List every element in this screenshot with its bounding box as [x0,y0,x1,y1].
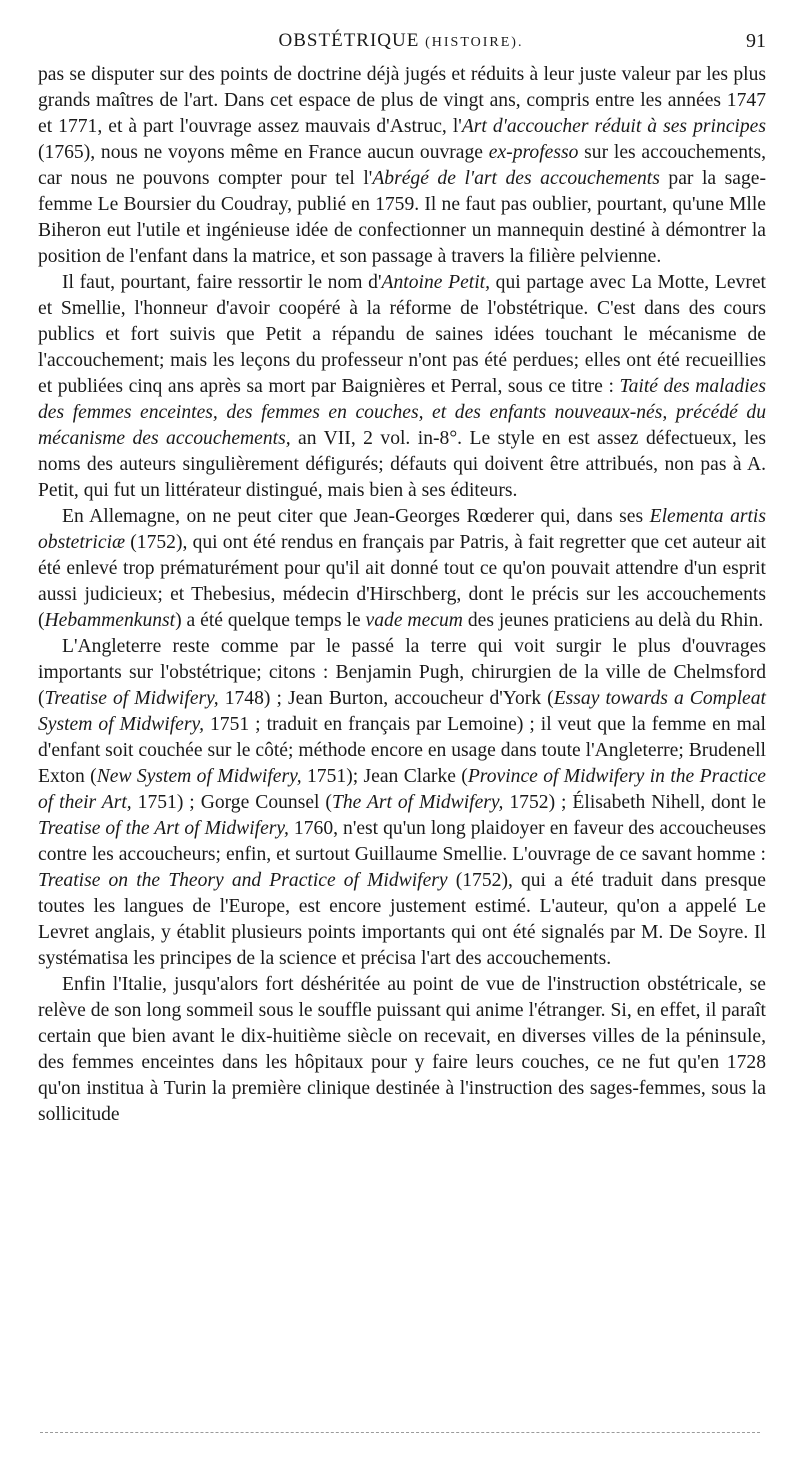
text-run: (1752), qui a été traduit dans presque toutes les langues de l'Europe, est encore justement estimé. L'auteur, qu'on a appelé Le Levret anglais, y établit plusieurs points importants qui ont été signalés par M. De Soyre. Il systématisa les principes de la science et précisa l'art des accouchements. [38,870,766,969]
body-text [38,62,766,1128]
text-run: qui partage avec La Motte, Levret et Smellie, l'honneur d'avoir coopéré à la réforme de l'obstétrique. C'est dans des cours publics et fort suivis que Petit a répandu de saines idées touchant le mécanisme de l'accouchement; mais les leçons du professeur n'ont pas été perdues; elles ont été recueillies et publiées cinq ans après sa mort par Baignières et Perral, sous ce titre : [38,272,766,397]
text-run: ) a été quelque temps le [175,610,366,631]
text-run: 1760, n'est qu'un long plaidoyer en faveur des accoucheuses contre les accoucheurs; enfin, et surtout Guillaume Smellie. L'ouvrage de ce savant homme : [38,818,766,865]
text-run: Il faut, pourtant, faire ressortir le nom d' [62,272,382,293]
italic-text: Art d'accoucher réduit à ses principes [461,116,766,137]
text-run: En Allemagne, on ne peut citer que Jean-Georges Rœderer qui, dans ses [62,506,650,527]
text-run: 1748) ; Jean Burton, accoucheur d'York ( [218,688,554,709]
italic-text: Treatise of the Art of Midwifery, [38,818,289,839]
paragraph-p5 [38,972,766,1128]
running-title-main: OBSTÉTRIQUE [278,30,420,51]
italic-text: Hebammenkunst [44,610,176,631]
italic-text: Elementa artis obstetriciæ [38,506,767,553]
text-run: par la sage-femme Le Boursier du Coudray, publié en 1759. Il ne faut pas oublier, pourtant, qu'une Mlle Biheron eut l'utile et ingénieuse idée de confectionner un mannequin destiné à démontrer la position de l'enfant dans la matrice, et son passage à travers la filière pelvienne. [38,168,767,267]
italic-text: Antoine Petit, [381,272,490,293]
italic-text: Essay towards a Compleat System of Midwifery, [38,688,766,735]
paragraph-p1 [38,62,766,270]
text-run: 1751); Jean Clarke ( [301,766,468,787]
text-run: des jeunes praticiens au delà du Rhin. [462,610,764,631]
paragraph-p4 [38,634,766,972]
page-number: 91 [746,30,766,52]
text-run: (1752), qui ont été rendus en français par Patris, à fait regretter que cet auteur ait été enlevé trop prématurément pour qu'il ait donné tout ce qu'on pouvait attendre d'un esprit aussi judicieux; et Thebesius, médecin d'Hirschberg, dont le précis sur les accouchements ( [38,532,766,631]
italic-text: Abrégé de l'art des accouchements [372,168,660,189]
italic-text: Province of Midwifery in the Practice of their Art, [38,766,766,813]
running-title-sub: (HISTOIRE). [425,35,524,50]
paragraph-p2 [38,270,766,504]
footer-rule [40,1432,760,1433]
text-run: 1751 ; traduit en français par Lemoine) ; il veut que la femme en mal d'enfant soit couchée sur le côté; méthode encore en usage dans toute l'Angleterre; Brudenell Exton ( [38,714,766,787]
italic-text: New System of Midwifery, [96,766,302,787]
text-run: 1752) ; Élisabeth Nihell, dont le [503,792,766,813]
italic-text: vade mecum [365,610,463,631]
italic-text: The Art of Midwifery, [331,792,504,813]
running-title [36,30,766,52]
text-run: Enfin l'Italie, jusqu'alors fort déshéritée au point de vue de l'instruction obstétricale, se relève de son long sommeil sous le souffle puissant qui anime l'étranger. Si, en effet, il paraît certain que bien avant le dix-huitième siècle on recevait, en diverses villes de la péninsule, des femmes enceintes dans les hôpitaux pour y faire leurs couches, ce ne fut qu'en 1728 qu'on institua à Turin la première clinique destinée à l'instruction des sages-femmes, sous la sollicitude [38,974,766,1125]
italic-text: ex-professo [488,142,579,163]
italic-text: Taité des maladies des femmes enceintes, des femmes en couches, et des enfants nouveaux-nés, précédé du mécanisme des accouchements, [38,376,766,449]
text-run: an VII, 2 vol. in-8°. Le style en est assez défectueux, les noms des auteurs singulièrement défigurés; défauts qui doivent être attribués, non pas à A. Petit, qui fut un littérateur distingué, mais bien à ses éditeurs. [38,428,766,501]
italic-text: Treatise of Midwifery, [44,688,219,709]
text-run: (1765), nous ne voyons même en France aucun ouvrage [38,142,489,163]
text-run: pas se disputer sur des points de doctrine déjà jugés et réduits à leur juste valeur par les plus grands maîtres de l'art. Dans cet espace de plus de vingt ans, compris entre les années 1747 et 1771, et à part l'ouvrage assez mauvais d'Astruc, l' [38,64,766,137]
text-run: 1751) ; Gorge Counsel ( [131,792,332,813]
text-run: L'Angleterre reste comme par le passé la terre qui voit surgir le plus d'ouvrages importants sur l'obstétrique; citons : Benjamin Pugh, chirurgien de la ville de Chelmsford ( [38,636,766,709]
paragraph-p3 [38,504,766,634]
running-header [36,28,766,58]
italic-text: Treatise on the Theory and Practice of Midwifery [38,870,448,891]
text-run: sur les accouchements, car nous ne pouvons compter pour tel l' [38,142,766,189]
